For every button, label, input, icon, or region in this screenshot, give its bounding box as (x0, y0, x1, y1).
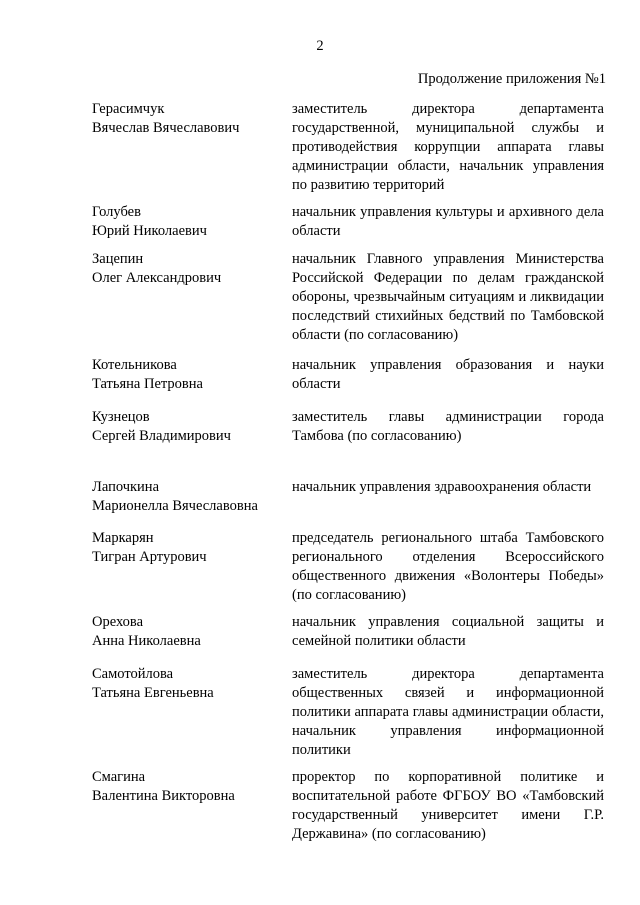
member-role: заместитель директора департамента государственной, муниципальной службы и противодействия коррупции аппарата главы администрации области, начальник управления по развитию территорий (292, 101, 604, 193)
member-surname: Смагина (92, 769, 146, 785)
member-name (92, 408, 282, 446)
member-name (92, 768, 282, 806)
member-given-name: Олег Александрович (92, 270, 222, 286)
member-surname: Зацепин (92, 251, 144, 267)
member-given-name: Юрий Николаевич (92, 223, 207, 239)
member-name (92, 356, 282, 394)
member-given-name: Валентина Викторовна (92, 788, 235, 804)
member-role: председатель регионального штаба Тамбовского регионального отделения Всероссийского общественного движения «Волонтеры Победы» (по согласованию) (292, 530, 604, 603)
member-name (92, 478, 282, 516)
member-surname: Самотойлова (92, 666, 174, 682)
member-surname: Котельникова (92, 357, 177, 373)
member-role: проректор по корпоративной политике и воспитательной работе ФГБОУ ВО «Тамбовский государственный университет имени Г.Р. Державина» (по согласованию) (292, 769, 604, 842)
member-name (92, 529, 282, 567)
member-given-name: Татьяна Петровна (92, 376, 203, 392)
member-role: начальник управления здравоохранения области (292, 479, 592, 495)
member-name (92, 613, 282, 651)
member-given-name: Татьяна Евгеньевна (92, 685, 214, 701)
member-role: начальник Главного управления Министерства Российской Федерации по делам гражданской обороны, чрезвычайным ситуациям и ликвидации последствий стихийных бедствий по Тамбовской области (по согласованию) (292, 251, 604, 343)
member-surname: Кузнецов (92, 409, 150, 425)
member-given-name: Марионелла Вячеславовна (92, 498, 258, 514)
member-role: начальник управления социальной защиты и семейной политики области (292, 614, 604, 649)
member-name (92, 250, 282, 288)
member-surname: Маркарян (92, 530, 154, 546)
member-surname: Голубев (92, 204, 141, 220)
member-name (92, 203, 282, 241)
member-given-name: Сергей Владимирович (92, 428, 231, 444)
appendix-note: Продолжение приложения №1 (417, 71, 606, 87)
member-role: начальник управления образования и науки области (292, 357, 604, 392)
member-given-name: Тигран Артурович (92, 549, 207, 565)
member-surname: Герасимчук (92, 101, 165, 117)
member-role: заместитель директора департамента общественных связей и информационной политики аппарата главы администрации области, начальник управления информационной политики (292, 666, 604, 758)
member-surname: Орехова (92, 614, 144, 630)
member-role: заместитель главы администрации города Тамбова (по согласованию) (292, 409, 604, 444)
member-given-name: Анна Николаевна (92, 633, 201, 649)
member-surname: Лапочкина (92, 479, 160, 495)
member-role: начальник управления культуры и архивного дела области (292, 204, 604, 239)
member-name (92, 100, 282, 138)
member-given-name: Вячеслав Вячеславович (92, 120, 240, 136)
member-name (92, 665, 282, 703)
page-number: 2 (316, 38, 324, 54)
